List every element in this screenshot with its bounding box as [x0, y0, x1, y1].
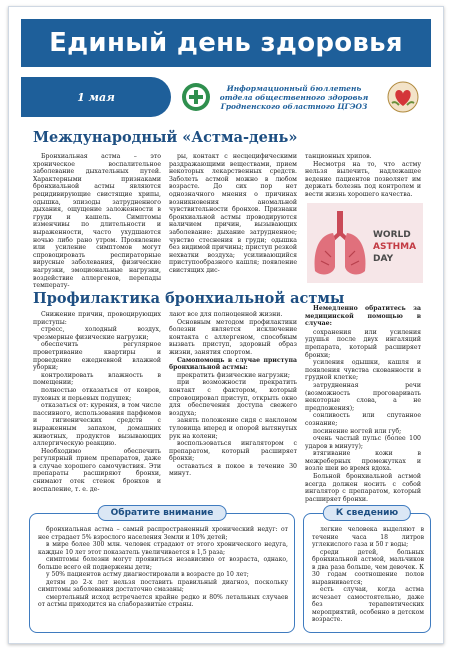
attention-box-body — [38, 526, 288, 609]
list-item: сонливость или спутанное сознание; — [305, 412, 421, 427]
paragraph: ры, контакт с несцецифическими раздражающими веществами, прием некоторых лекарственных средств. Заболеть астмой можно в любом возрасте. До сих пор нет однозначного мнения о причинах возникновения аномальной чувствительности бронхов. Признаки бронхиальной астмы проводируются наличием причин, вызывающих заболевание: дыхание затрудненное; чувство стеснения в груди; одышка без видимой причины; приступ резкой нехватки воздуха; усиливающийся приступообразного кашля; появление свистящих дис- — [169, 153, 297, 274]
subheading: Немедленно обратитесь за медицинской помощью в случае: — [305, 305, 421, 328]
section1-column-1 — [33, 153, 161, 290]
world-asthma-day-image — [307, 203, 423, 283]
subheading: Самопомощь в случае приступа бронхиальной астмы: — [169, 356, 297, 372]
list-item: обеспечить регулярное проветривание квартиры и проведение ежедневной влажной уборки; — [33, 341, 161, 372]
list-item: воспользоваться ингалятором с препаратом, который расширяет бронхи; — [169, 440, 297, 463]
bulletin-line-1: Информационный бюллетень — [226, 83, 362, 93]
attention-box — [29, 508, 295, 633]
list-item: занять положение сидя с наклоном туловища вперед и опорой вытянутых рук на колени; — [169, 417, 297, 440]
list-item: смертельный исход встречается крайне редко и 80% летальных случаев от астмы приходится на слаборазвитые страны. — [38, 593, 288, 608]
list-item: контролировать влажность в помещении; — [33, 371, 161, 387]
paragraph: Снижение причин, провоцирующих приступы: — [33, 311, 161, 326]
list-item: прекратить физические нагрузки; — [177, 371, 290, 379]
list-item: бронхиальная астма – самый распространенный хронический недуг: от нее страдает 5% взрослого населения Земли и 10% детей; — [38, 526, 288, 541]
paragraph: Необходимо обеспечить регулярный прием препаратов, даже в случае хорошего самочувствия. Эти препараты расширяют бронхи, снимают отек стенок бронхов и воспаление, т. е. де- — [33, 447, 161, 493]
paragraph: Бронхиальная астма – это хроническое воспалительное заболевание дыхательных путей. Характерными признаками бронхиальной астмы являются рецидивирующие свистящие хрипы, одышка, эпизоды затрудненного дыхания, ощущение заложенности в груди и кашель. Симптомы изменчивы по длительности и выраженности, часто ухудшаются ночью либо рано утром. Проявление или усиление симптомов могут спровоцировать респираторные вирусные заболевания, физические нагрузки, эмоциональные нагрузки, воздействие аллергенов, перепады температу- — [33, 153, 161, 290]
bulletin-line-3: Гродненского областного ЦГЭОЗ — [220, 101, 368, 111]
bulletin-caption — [219, 84, 369, 111]
paragraph: Больной бронхиальной астмой всегда должен носить с собой ингалятор с препаратом, который расширяет бронхи. — [305, 473, 421, 503]
info-bar — [21, 73, 431, 121]
list-item: у 50% пациентов астму диагностировали в возрасте до 10 лет; — [46, 571, 249, 578]
section2-column-3 — [305, 305, 421, 503]
list-item: втягивание кожи в межреберных промежутках и возле шеи во время вдоха. — [305, 450, 421, 473]
info-box-title: К сведению — [323, 505, 411, 521]
bulletin-line-2: отдела общественного здоровья — [219, 92, 369, 102]
list-item: затрудненная речи (возможность проговаривать некоторые слова, а не предложения); — [305, 381, 421, 412]
list-item: сохранения или усиления удушья после двух ингаляций препарата, который расширяет бронхи; — [305, 328, 421, 359]
section2-column-2 — [169, 311, 297, 478]
image-text-day: DAY — [373, 254, 394, 264]
heart-hands-icon — [387, 81, 419, 113]
list-item: детям до 2-х лет нельзя поставить правильный диагноз, поскольку симптомы заболевания достаточно смазаны; — [38, 578, 288, 593]
list-item: стресс, холодный воздух, чрезмерные физические нагрузки; — [33, 326, 161, 341]
list-item: оставаться в покое в течение 30 минут. — [169, 462, 297, 478]
section1-column-3 — [305, 153, 421, 199]
section-title-prevention: Профилактика бронхиальной астмы — [33, 290, 345, 307]
page-title: Единый день здоровья — [49, 28, 403, 58]
section-title-asthma-day: Международный «Астма-день» — [33, 129, 298, 146]
list-item: при возможности прекратить контакт с фактором, который спровоцировал приступ, открыть окно для обеспечения доступа свежего воздуха; — [169, 379, 297, 417]
health-center-emblem-icon — [181, 82, 211, 112]
list-item: симптомы болезни могут проявиться независимо от возраста, однако, больше всего ей подвержены дети; — [38, 556, 288, 571]
header-banner — [21, 19, 431, 67]
list-item: отказаться от: курения, в том числе пассивного, использования парфюмов и гигиенических средств с выраженным запахом, домашних животных, продуктов вызывающих аллергическую реакцию. — [33, 402, 161, 448]
image-text-world: WORLD — [373, 230, 411, 240]
date-label: 1 мая — [77, 90, 115, 104]
paragraph: Несмотря на то, что астму нельзя вылечить, надлежащее ведение пациентов позволяет им держать болезнь под контролем и вести жизнь хорошего качества. — [305, 160, 421, 198]
paragraph: лают все для полноценной жизни. — [169, 311, 283, 318]
list-item: очень частый пульс (более 100 ударов в минуту); — [305, 435, 421, 450]
paragraph: Основным методом профилактики болезни является исключение контакта с аллергеном, способным вызвать приступ, здоровый образ жизни, занятия спортом. — [169, 318, 297, 356]
attention-box-title: Обратите внимание — [98, 505, 227, 521]
list-item: посинение ногтей или губ; — [313, 427, 402, 435]
list-item: полностью отказаться от ковров, пуховых и перьевых подушек; — [33, 386, 161, 402]
paragraph: танционных хрипов. — [305, 153, 372, 160]
info-box-body — [312, 526, 424, 624]
info-box — [303, 508, 431, 633]
section1-column-2 — [169, 153, 297, 275]
list-item: есть случаи, когда астма исчезает самостоятельно, даже без терапевтических мероприятий, особенно в детском возрасте. — [312, 586, 424, 623]
list-item: усиления одышки, кашля и появления чувства скованности в грудной клетке; — [305, 359, 421, 382]
date-badge — [21, 77, 171, 117]
list-item: среди детей, больных бронхиальной астмой, мальчиков в два раза больше, чем девочек. К 30 годам соотношение полов выравнивается; — [312, 548, 424, 586]
list-item: легкие человека выделяют в течение часа 18 литров углекислого газа и 50 г воды; — [312, 526, 424, 548]
image-text-asthma: ASTHMA — [373, 242, 417, 252]
list-item: в мире более 300 млн. человек страдают от этого хронического недуга, каждые 10 лет этот показатель увеличивается в 1,5 раза; — [38, 541, 288, 556]
section2-column-1 — [33, 311, 161, 493]
bulletin-page — [8, 6, 444, 644]
